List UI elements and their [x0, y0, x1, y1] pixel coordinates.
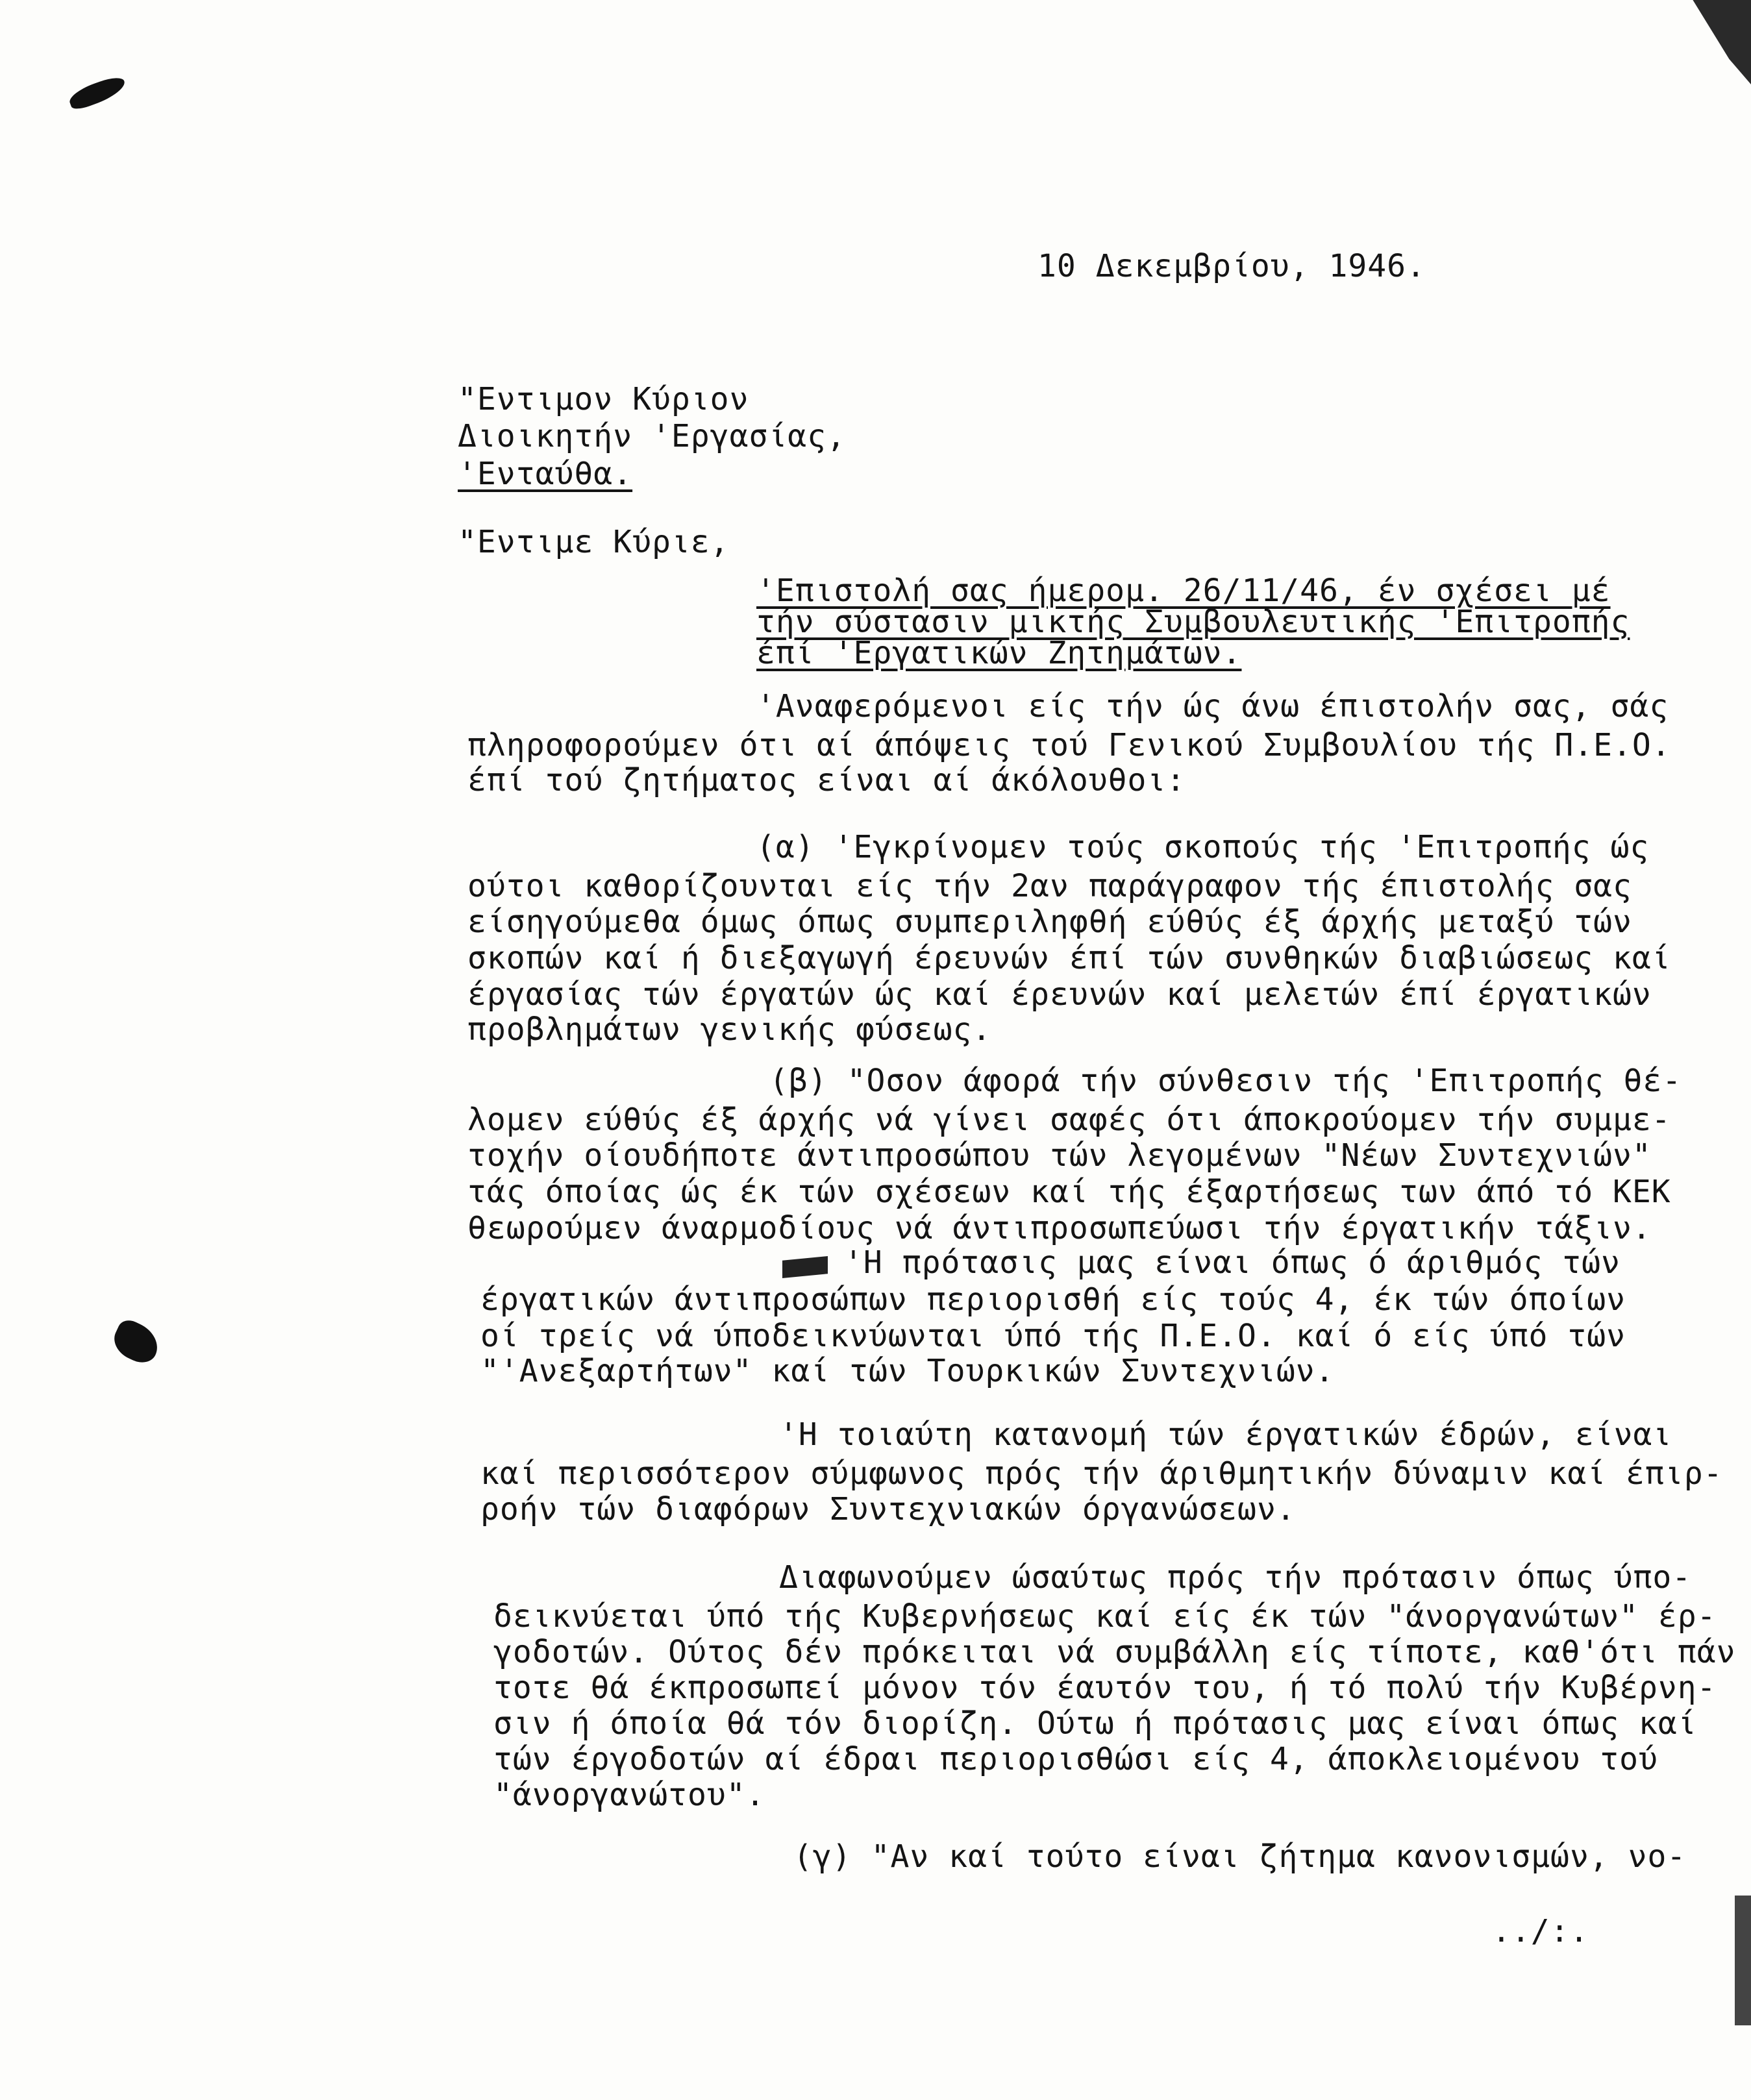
intro-line-2: πληροφορούμεν ότι αί άπόψεις τού Γενικού Συμβουλίου τής Π.Ε.Ο. — [467, 727, 1671, 763]
para-b2-line-2: έργατικών άντιπροσώπων περιορισθή είς τούς 4, έκ τών όποίων — [480, 1281, 1626, 1318]
continuation-mark: ../:. — [1492, 1913, 1589, 1949]
subject-line-1: 'Επιστολή σας ήμερομ. 26/11/46, έν σχέσει μέ — [756, 573, 1611, 609]
para-b-line-2: λομεν εύθύς έξ άρχής νά γίνει σαφές ότι άποκρούομεν τήν συμμε- — [467, 1102, 1671, 1138]
page-edge-right — [1678, 0, 1751, 84]
para-b4-line-7: "άνοργανώτου". — [493, 1777, 765, 1813]
recipient-line-1: "Εντιμον Κύριον — [458, 381, 749, 417]
para-a-line-2: ούτοι καθορίζουνται είς τήν 2αν παράγραφον τής έπιστολής σας — [467, 868, 1632, 904]
para-a-line-1: (α) 'Εγκρίνομεν τούς σκοπούς τής 'Επιτροπής ώς — [756, 829, 1650, 865]
salutation: "Εντιμε Κύριε, — [458, 524, 730, 560]
para-a-line-4: σκοπών καί ή διεξαγωγή έρευνών έπί τών συνθηκών διαβιώσεως καί — [467, 940, 1671, 976]
para-b-line-3: τοχήν οίουδήποτε άντιπροσώπου τών λεγομένων "Νέων Συντεχνιών" — [467, 1137, 1652, 1174]
para-b3-line-1: 'Η τοιαύτη κατανομή τών έργατικών έδρών, είναι — [779, 1416, 1672, 1453]
para-a-line-3: είσηγούμεθα όμως όπως συμπεριληφθή εύθύς έξ άρχής μεταξύ τών — [467, 904, 1632, 940]
letter-date: 10 Δεκεμβρίου, 1946. — [1037, 248, 1426, 284]
para-b-line-1: (β) "Οσον άφορά τήν σύνθεσιν τής 'Επιτροπής θέ- — [769, 1063, 1682, 1099]
para-b4-line-3: γοδοτών. Ούτος δέν πρόκειται νά συμβάλλη είς τίποτε, καθ'ότι πάν — [493, 1634, 1736, 1670]
para-a-line-6: προβλημάτων γενικής φύσεως. — [467, 1011, 992, 1048]
typed-strikeout-mark — [782, 1256, 828, 1278]
para-b4-line-2: δεικνύεται ύπό τής Κυβερνήσεως καί είς έκ τών "άνοργανώτων" έρ- — [493, 1598, 1717, 1635]
para-b4-line-4: τοτε θά έκπροσωπεί μόνον τόν έαυτόν του, ή τό πολύ τήν Κυβέρνη- — [493, 1670, 1717, 1706]
para-b-line-5: θεωρούμεν άναρμοδίους νά άντιπροσωπεύωσι τήν έργατικήν τάξιν. — [467, 1210, 1652, 1246]
para-a-line-5: έργασίας τών έργατών ώς καί έρευνών καί μελετών έπί έργατικών — [467, 976, 1652, 1013]
para-b2-line-3: οί τρείς νά ύποδεικνύωνται ύπό τής Π.Ε.Ο. καί ό είς ύπό τών — [480, 1318, 1626, 1354]
para-b3-line-3: ροήν τών διαφόρων Συντεχνιακών όργανώσεων. — [480, 1491, 1296, 1527]
para-b4-line-6: τών έργοδοτών αί έδραι περιορισθώσι είς 4, άποκλειομένου τού — [493, 1741, 1658, 1777]
intro-line-1: 'Αναφερόμενοι είς τήν ώς άνω έπιστολήν σας, σάς — [756, 688, 1669, 724]
para-c-line-1: (γ) "Αν καί τούτο είναι ζήτημα κανονισμών, νο- — [793, 1838, 1687, 1875]
para-b4-line-5: σιν ή όποία θά τόν διορίζη. Ούτω ή πρότασις μας είναι όπως καί — [493, 1705, 1697, 1742]
para-b3-line-2: καί περισσότερον σύμφωνος πρός τήν άριθμητικήν δύναμιν καί έπιρ- — [480, 1455, 1723, 1492]
ink-blot-top-left — [67, 74, 129, 112]
subject-line-2: τήν σύστασιν μικτής Συμβουλευτικής 'Επιτροπής — [756, 604, 1630, 640]
para-b2-line-1: 'Η πρότασις μας είναι όπως ό άριθμός τών — [844, 1244, 1621, 1281]
recipient-line-3: 'Ενταύθα. — [458, 456, 633, 492]
recipient-line-2: Διοικητήν 'Εργασίας, — [458, 418, 846, 454]
ink-blot-left — [108, 1316, 165, 1368]
page-edge-right-bottom — [1735, 1896, 1751, 2025]
subject-line-3: έπί 'Εργατικών Ζητημάτων. — [756, 635, 1242, 671]
intro-line-3: έπί τού ζητήματος είναι αί άκόλουθοι: — [467, 762, 1186, 798]
para-b4-line-1: Διαφωνούμεν ώσαύτως πρός τήν πρότασιν όπως ύπο- — [779, 1559, 1692, 1596]
para-b-line-4: τάς όποίας ώς έκ τών σχέσεων καί τής έξαρτήσεως των άπό τό ΚΕΚ — [467, 1174, 1671, 1210]
para-b2-line-4: "'Ανεξαρτήτων" καί τών Τουρκικών Συντεχνιών. — [480, 1353, 1335, 1389]
